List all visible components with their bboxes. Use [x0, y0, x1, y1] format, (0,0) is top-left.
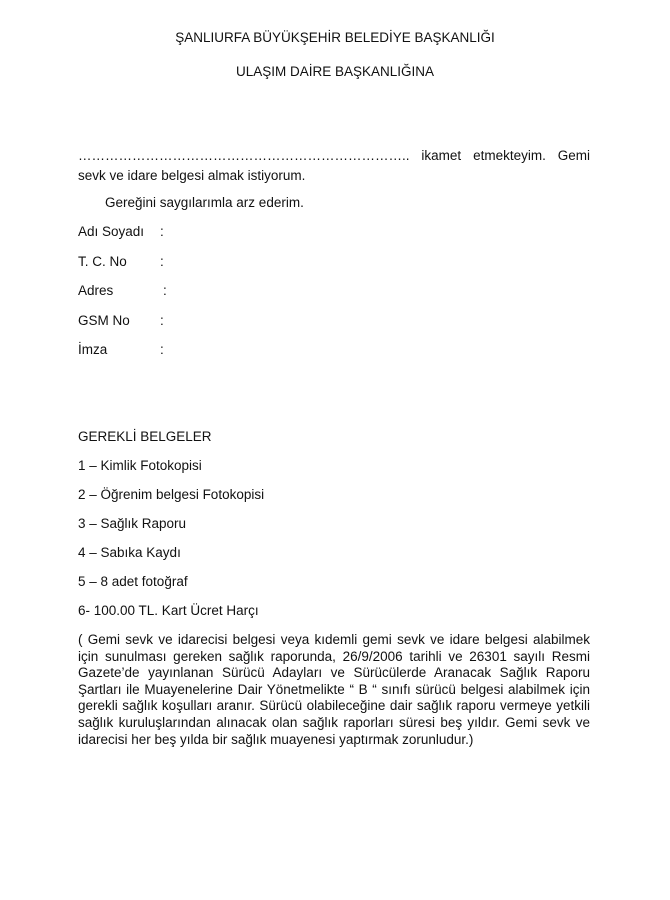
- field-address-label: Adres: [78, 283, 114, 298]
- field-signature-label: İmza: [78, 342, 108, 357]
- required-item: 5 – 8 adet fotoğraf: [78, 574, 188, 589]
- petition-intro: ……………………………………………………………….. ikamet etmekteyim. Gemi sevk ve idare belgesi almak istiyorum.: [78, 148, 590, 183]
- required-item: 2 – Öğrenim belgesi Fotokopisi: [78, 487, 265, 502]
- health-report-note: ( Gemi sevk ve idarecisi belgesi veya kıdemli gemi sevk ve idare belgesi alabilmek için sunulması gereken sağlık raporunda, 26/9/2006 tarihli ve 26301 sayılı Resmi Gazete’de yayınlanan Sürücü Adayları ve Sürücülerde Aranacak Sağlık Raporu Şartları ile Muayenelerine Dair Yönetmelikte “ B “ sınıfı sürücü belgesi alabilmek için gerekli sağlık koşulları aranır. Sürücü olabileceğine dair sağlık raporu vermeye yetkili sağlık kuruluşlarından alınacak olan sağlık raporları süresi beş yıldır. Gemi sevk ve idarecisi her beş yılda bir sağlık muayenesi yaptırmak zorunludur.): [78, 632, 590, 747]
- required-item: 4 – Sabıka Kaydı: [78, 545, 181, 560]
- field-gsm: [78, 313, 164, 329]
- required-documents-title: GEREKLİ BELGELER: [78, 429, 212, 444]
- field-name: [78, 224, 164, 240]
- field-tc-no-label: T. C. No: [78, 254, 127, 269]
- field-name-label: Adı Soyadı: [78, 224, 145, 239]
- required-item: 3 – Sağlık Raporu: [78, 516, 187, 531]
- field-signature: [78, 342, 164, 358]
- header-line-2: ULAŞIM DAİRE BAŞKANLIĞINA: [235, 64, 435, 79]
- field-tc-no-colon: :: [160, 254, 164, 269]
- field-tc-no: [78, 254, 164, 270]
- petition-closing: Gereğini saygılarımla arz ederim.: [105, 195, 304, 210]
- field-gsm-label: GSM No: [78, 313, 130, 328]
- field-signature-colon: :: [160, 342, 164, 357]
- required-item: 6- 100.00 TL. Kart Ücret Harçı: [78, 603, 259, 618]
- field-name-colon: :: [160, 224, 164, 239]
- header-line-1: ŞANLIURFA BÜYÜKŞEHİR BELEDİYE BAŞKANLIĞI: [175, 30, 495, 45]
- field-address: [78, 283, 167, 299]
- required-item: 1 – Kimlik Fotokopisi: [78, 458, 202, 473]
- field-address-colon: :: [163, 283, 167, 298]
- field-gsm-colon: :: [160, 313, 164, 328]
